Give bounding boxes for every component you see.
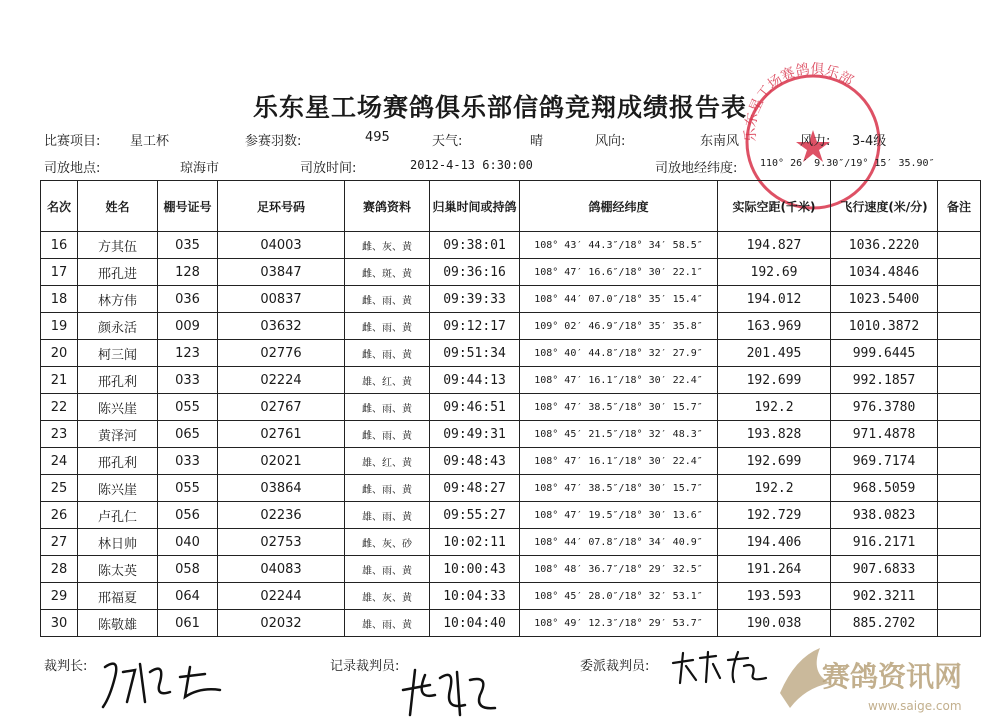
cell-arrival-time: 09:12:17: [430, 313, 520, 340]
cell-distance: 201.495: [718, 340, 831, 367]
cell-speed: 902.3211: [831, 583, 938, 610]
referee-label: 裁判长:: [44, 659, 88, 674]
cell-distance: 194.827: [718, 232, 831, 259]
release-coord-label: 司放地经纬度:: [655, 161, 738, 176]
cell-note: [938, 313, 981, 340]
cell-loft-id: 040: [158, 529, 218, 556]
cell-distance: 192.69: [718, 259, 831, 286]
cell-ring-number: 04083: [218, 556, 345, 583]
cell-speed: 999.6445: [831, 340, 938, 367]
cell-loft-coords: 108° 47′ 38.5″/18° 30′ 15.7″: [520, 394, 718, 421]
cell-loft-id: 055: [158, 475, 218, 502]
cell-loft-id: 033: [158, 448, 218, 475]
cell-pigeon-info: 雌、雨、黄: [345, 340, 430, 367]
cell-rank: 25: [41, 475, 78, 502]
cell-pigeon-info: 雌、雨、黄: [345, 394, 430, 421]
cell-rank: 23: [41, 421, 78, 448]
cell-name: 邢孔利: [78, 367, 158, 394]
header-arrival-time: 归巢时间或持鸽: [430, 181, 520, 232]
cell-name: 林方伟: [78, 286, 158, 313]
cell-distance: 192.699: [718, 367, 831, 394]
cell-distance: 194.406: [718, 529, 831, 556]
cell-loft-coords: 108° 47′ 19.5″/18° 30′ 13.6″: [520, 502, 718, 529]
cell-loft-id: 065: [158, 421, 218, 448]
svg-text:乐东星工场赛鸽俱乐部: 乐东星工场赛鸽俱乐部: [742, 62, 856, 143]
cell-note: [938, 232, 981, 259]
cell-rank: 29: [41, 583, 78, 610]
cell-loft-coords: 108° 47′ 16.6″/18° 30′ 22.1″: [520, 259, 718, 286]
table-header-row: [41, 181, 981, 232]
count-value: 495: [365, 130, 390, 145]
referee-signature: [95, 652, 235, 712]
cell-arrival-time: 09:48:43: [430, 448, 520, 475]
cell-loft-id: 128: [158, 259, 218, 286]
cell-pigeon-info: 雄、红、黄: [345, 367, 430, 394]
cell-name: 邢孔进: [78, 259, 158, 286]
cell-pigeon-info: 雌、灰、黄: [345, 232, 430, 259]
cell-name: 方其伍: [78, 232, 158, 259]
table-row: [41, 367, 981, 394]
cell-loft-coords: 108° 44′ 07.8″/18° 34′ 40.9″: [520, 529, 718, 556]
cell-loft-coords: 109° 02′ 46.9″/18° 35′ 35.8″: [520, 313, 718, 340]
cell-pigeon-info: 雄、雨、黄: [345, 610, 430, 637]
cell-note: [938, 556, 981, 583]
cell-name: 邢福夏: [78, 583, 158, 610]
cell-ring-number: 02032: [218, 610, 345, 637]
cell-loft-id: 061: [158, 610, 218, 637]
cell-rank: 28: [41, 556, 78, 583]
table-row: [41, 286, 981, 313]
table-row: [41, 556, 981, 583]
cell-loft-coords: 108° 47′ 38.5″/18° 30′ 15.7″: [520, 475, 718, 502]
header-name: 姓名: [78, 181, 158, 232]
cell-name: 黄泽河: [78, 421, 158, 448]
delegate-label: 委派裁判员:: [580, 659, 650, 674]
cell-note: [938, 529, 981, 556]
table-row: [41, 313, 981, 340]
cell-pigeon-info: 雌、雨、黄: [345, 421, 430, 448]
table-row: [41, 502, 981, 529]
cell-pigeon-info: 雄、灰、黄: [345, 583, 430, 610]
table-row: [41, 394, 981, 421]
release-time-label: 司放时间:: [300, 161, 357, 176]
cell-note: [938, 448, 981, 475]
cell-note: [938, 475, 981, 502]
cell-loft-id: 123: [158, 340, 218, 367]
cell-loft-coords: 108° 48′ 36.7″/18° 29′ 32.5″: [520, 556, 718, 583]
table-row: [41, 421, 981, 448]
cell-speed: 1010.3872: [831, 313, 938, 340]
cell-name: 陈太英: [78, 556, 158, 583]
cell-loft-id: 058: [158, 556, 218, 583]
cell-pigeon-info: 雌、雨、黄: [345, 286, 430, 313]
cell-arrival-time: 09:51:34: [430, 340, 520, 367]
header-note: 备注: [938, 181, 981, 232]
cell-pigeon-info: 雄、红、黄: [345, 448, 430, 475]
cell-speed: 1023.5400: [831, 286, 938, 313]
cell-note: [938, 394, 981, 421]
recorder-label: 记录裁判员:: [330, 659, 400, 674]
cell-ring-number: 03847: [218, 259, 345, 286]
cell-note: [938, 610, 981, 637]
cell-speed: 992.1857: [831, 367, 938, 394]
cell-arrival-time: 10:02:11: [430, 529, 520, 556]
cell-distance: 192.699: [718, 448, 831, 475]
cell-pigeon-info: 雌、灰、砂: [345, 529, 430, 556]
cell-pigeon-info: 雄、雨、黄: [345, 556, 430, 583]
release-place-label: 司放地点:: [44, 161, 101, 176]
cell-note: [938, 421, 981, 448]
table-row: [41, 610, 981, 637]
cell-speed: 907.6833: [831, 556, 938, 583]
cell-ring-number: 03632: [218, 313, 345, 340]
table-row: [41, 232, 981, 259]
cell-arrival-time: 09:46:51: [430, 394, 520, 421]
cell-distance: 192.2: [718, 475, 831, 502]
release-place-value: 琼海市: [180, 161, 220, 176]
cell-ring-number: 02021: [218, 448, 345, 475]
cell-name: 陈兴崖: [78, 394, 158, 421]
cell-loft-id: 009: [158, 313, 218, 340]
cell-rank: 27: [41, 529, 78, 556]
cell-loft-coords: 108° 44′ 07.0″/18° 35′ 15.4″: [520, 286, 718, 313]
cell-arrival-time: 10:00:43: [430, 556, 520, 583]
table-row: [41, 448, 981, 475]
saige-watermark: [760, 638, 1000, 718]
wind-direction-label: 风向:: [595, 134, 626, 149]
cell-speed: 971.4878: [831, 421, 938, 448]
recorder-signature: [395, 660, 505, 720]
cell-distance: 191.264: [718, 556, 831, 583]
cell-distance: 193.828: [718, 421, 831, 448]
cell-name: 邢孔利: [78, 448, 158, 475]
wind-force-label: 风力:: [800, 134, 831, 149]
cell-loft-coords: 108° 47′ 16.1″/18° 30′ 22.4″: [520, 367, 718, 394]
cell-loft-id: 055: [158, 394, 218, 421]
header-rank: 名次: [41, 181, 78, 232]
cell-rank: 20: [41, 340, 78, 367]
cell-name: 陈兴崖: [78, 475, 158, 502]
cell-note: [938, 502, 981, 529]
cell-distance: 190.038: [718, 610, 831, 637]
cell-name: 陈敬雄: [78, 610, 158, 637]
weather-value: 晴: [530, 134, 544, 149]
cell-ring-number: 00837: [218, 286, 345, 313]
table-row: [41, 259, 981, 286]
cell-loft-id: 064: [158, 583, 218, 610]
cell-speed: 885.2702: [831, 610, 938, 637]
cell-loft-id: 033: [158, 367, 218, 394]
count-label: 参赛羽数:: [245, 134, 302, 149]
table-row: [41, 340, 981, 367]
cell-loft-coords: 108° 47′ 16.1″/18° 30′ 22.4″: [520, 448, 718, 475]
cell-loft-coords: 108° 45′ 28.0″/18° 32′ 53.1″: [520, 583, 718, 610]
cell-name: 林日帅: [78, 529, 158, 556]
cell-arrival-time: 10:04:33: [430, 583, 520, 610]
cell-speed: 1036.2220: [831, 232, 938, 259]
weather-label: 天气:: [432, 134, 463, 149]
cell-rank: 26: [41, 502, 78, 529]
header-loft-coords: 鸽棚经纬度: [520, 181, 718, 232]
cell-arrival-time: 09:44:13: [430, 367, 520, 394]
cell-rank: 21: [41, 367, 78, 394]
cell-pigeon-info: 雌、雨、黄: [345, 313, 430, 340]
cell-speed: 969.7174: [831, 448, 938, 475]
cell-speed: 916.2171: [831, 529, 938, 556]
cell-ring-number: 03864: [218, 475, 345, 502]
cell-arrival-time: 09:55:27: [430, 502, 520, 529]
cell-arrival-time: 09:36:16: [430, 259, 520, 286]
cell-ring-number: 02761: [218, 421, 345, 448]
table-row: [41, 583, 981, 610]
cell-distance: 192.729: [718, 502, 831, 529]
cell-speed: 976.3780: [831, 394, 938, 421]
cell-note: [938, 286, 981, 313]
cell-arrival-time: 09:38:01: [430, 232, 520, 259]
cell-ring-number: 04003: [218, 232, 345, 259]
header-distance: 实际空距(千米): [718, 181, 831, 232]
release-time-value: 2012-4-13 6:30:00: [410, 158, 533, 172]
cell-ring-number: 02753: [218, 529, 345, 556]
cell-name: 颜永活: [78, 313, 158, 340]
results-table: [40, 180, 981, 637]
cell-pigeon-info: 雌、雨、黄: [345, 475, 430, 502]
cell-ring-number: 02236: [218, 502, 345, 529]
cell-arrival-time: 09:39:33: [430, 286, 520, 313]
cell-note: [938, 583, 981, 610]
table-row: [41, 529, 981, 556]
cell-rank: 18: [41, 286, 78, 313]
event-value: 星工杯: [130, 134, 170, 149]
cell-name: 卢孔仁: [78, 502, 158, 529]
cell-speed: 938.0823: [831, 502, 938, 529]
cell-speed: 1034.4846: [831, 259, 938, 286]
wind-force-value: 3-4级: [852, 134, 887, 149]
cell-loft-id: 056: [158, 502, 218, 529]
svg-text:www.saige.com: www.saige.com: [868, 699, 962, 713]
cell-loft-coords: 108° 49′ 12.3″/18° 29′ 53.7″: [520, 610, 718, 637]
cell-ring-number: 02776: [218, 340, 345, 367]
cell-arrival-time: 09:48:27: [430, 475, 520, 502]
cell-distance: 163.969: [718, 313, 831, 340]
cell-rank: 24: [41, 448, 78, 475]
cell-arrival-time: 10:04:40: [430, 610, 520, 637]
cell-pigeon-info: 雌、斑、黄: [345, 259, 430, 286]
cell-ring-number: 02244: [218, 583, 345, 610]
cell-distance: 194.012: [718, 286, 831, 313]
cell-ring-number: 02767: [218, 394, 345, 421]
cell-ring-number: 02224: [218, 367, 345, 394]
header-ring-number: 足环号码: [218, 181, 345, 232]
cell-rank: 16: [41, 232, 78, 259]
cell-loft-id: 035: [158, 232, 218, 259]
header-speed: 飞行速度(米/分): [831, 181, 938, 232]
table-row: [41, 475, 981, 502]
cell-note: [938, 259, 981, 286]
cell-rank: 22: [41, 394, 78, 421]
cell-arrival-time: 09:49:31: [430, 421, 520, 448]
cell-pigeon-info: 雄、雨、黄: [345, 502, 430, 529]
cell-loft-id: 036: [158, 286, 218, 313]
cell-distance: 192.2: [718, 394, 831, 421]
cell-loft-coords: 108° 43′ 44.3″/18° 34′ 58.5″: [520, 232, 718, 259]
cell-rank: 19: [41, 313, 78, 340]
cell-note: [938, 367, 981, 394]
cell-distance: 193.593: [718, 583, 831, 610]
cell-speed: 968.5059: [831, 475, 938, 502]
release-coord-value: 110° 26′ 9.30″/19° 15′ 35.90″: [760, 158, 935, 169]
wind-direction-value: 东南风: [700, 134, 740, 149]
cell-rank: 30: [41, 610, 78, 637]
report-title: 乐东星工场赛鸽俱乐部信鸽竞翔成绩报告表: [252, 93, 747, 122]
cell-rank: 17: [41, 259, 78, 286]
svg-text:赛鸽资讯网: 赛鸽资讯网: [822, 660, 963, 693]
cell-note: [938, 340, 981, 367]
cell-loft-coords: 108° 45′ 21.5″/18° 32′ 48.3″: [520, 421, 718, 448]
header-loft-id: 棚号证号: [158, 181, 218, 232]
cell-name: 柯三闻: [78, 340, 158, 367]
cell-loft-coords: 108° 40′ 44.8″/18° 32′ 27.9″: [520, 340, 718, 367]
header-pigeon-info: 赛鸽资料: [345, 181, 430, 232]
event-label: 比赛项目:: [44, 134, 101, 149]
